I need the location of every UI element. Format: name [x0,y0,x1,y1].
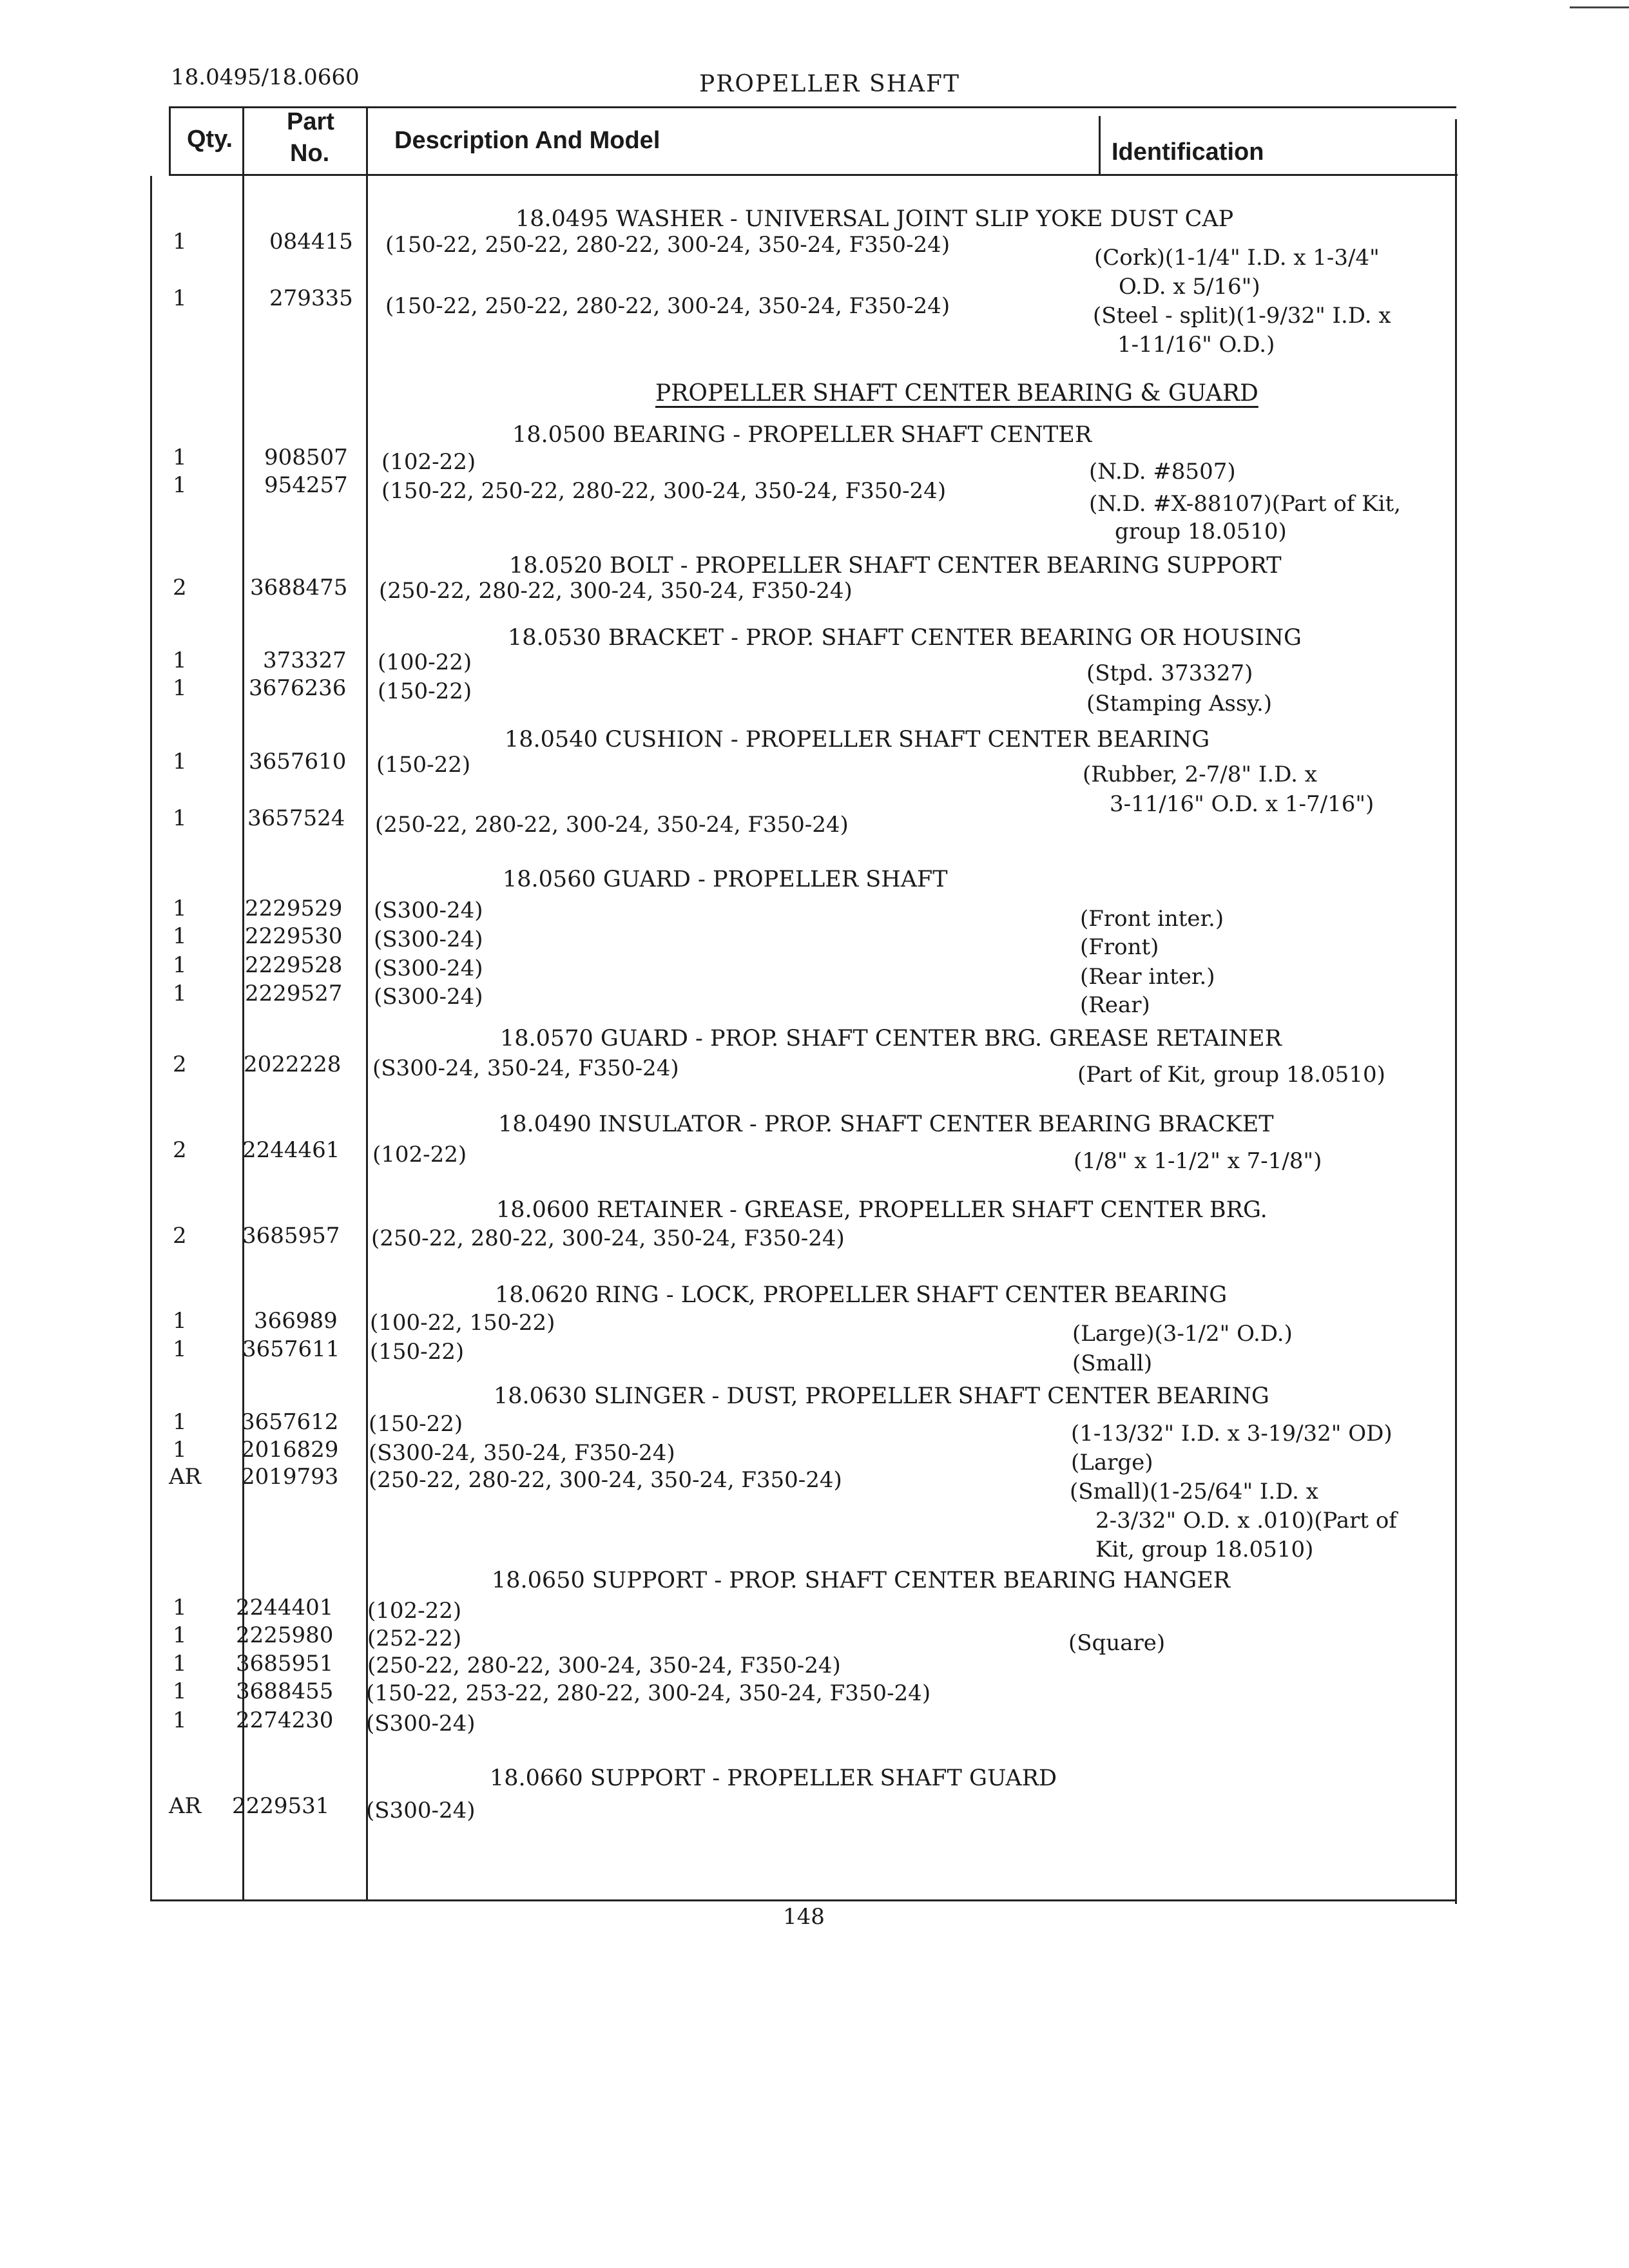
identification-text: 1-11/16" O.D.) [1117,332,1275,358]
qty-cell: 1 [173,749,187,774]
qty-cell: 2 [173,1052,187,1077]
part-number-cell: 2274230 [236,1707,334,1733]
qty-cell: 1 [173,472,187,498]
section-heading: 18.0660 SUPPORT - PROPELLER SHAFT GUARD [490,1765,1057,1791]
qty-cell: 1 [173,1437,187,1463]
model-cell: (S300-24) [374,956,483,981]
table-left-border [169,106,171,176]
part-number-cell: 2229527 [245,981,343,1006]
section-heading: 18.0490 INSULATOR - PROP. SHAFT CENTER BEARING BRACKET [498,1111,1274,1137]
model-cell: (100-22) [378,649,472,675]
identification-text: (Rubber, 2-7/8" I.D. x [1083,762,1317,787]
qty-cell: 1 [173,981,187,1006]
model-cell: (150-22, 253-22, 280-22, 300-24, 350-24, F350-24) [366,1680,931,1706]
part-number-cell: 3688455 [236,1678,334,1704]
table-right-border [1455,119,1457,1904]
section-heading: 18.0650 SUPPORT - PROP. SHAFT CENTER BEARING HANGER [492,1568,1231,1593]
page-title: PROPELLER SHAFT [699,71,961,97]
part-number-cell: 2225980 [236,1622,334,1648]
qty-cell: 1 [173,1595,187,1620]
identification-text: (1-13/32" I.D. x 3-19/32" OD) [1071,1421,1393,1446]
part-number-cell: 3676236 [249,675,347,701]
table-header-divider [169,174,1458,176]
section-heading: 18.0520 BOLT - PROPELLER SHAFT CENTER BEARING SUPPORT [509,553,1282,579]
part-number-cell: 3685951 [236,1651,334,1677]
qty-cell: 2 [173,575,187,601]
model-cell: (S300-24) [374,984,483,1010]
part-number-cell: 2244401 [236,1595,334,1620]
qty-cell: 1 [173,805,187,831]
model-cell: (102-22) [367,1598,462,1624]
model-cell: (150-22, 250-22, 280-22, 300-24, 350-24, F350-24) [381,478,947,504]
table-bottom-border [150,1899,1457,1901]
qty-cell: 1 [173,445,187,470]
model-cell: (S300-24) [374,927,483,952]
qty-cell: 1 [173,952,187,978]
model-cell: (252-22) [367,1626,462,1651]
qty-cell: AR [169,1464,202,1490]
qty-cell: 1 [173,1409,187,1435]
part-number-cell: 279335 [269,285,353,311]
column-header-description: Description And Model [394,127,660,154]
part-number-cell: 3657611 [242,1336,340,1362]
identification-text: (Rear) [1080,992,1150,1018]
identification-text: (Small) [1072,1350,1153,1376]
section-heading: 18.0570 GUARD - PROP. SHAFT CENTER BRG. GREASE RETAINER [500,1026,1282,1052]
part-number-cell: 2229529 [245,896,343,921]
section-range: 18.0495/18.0660 [171,64,360,90]
page-number: 148 [783,1904,825,1930]
qty-cell: 1 [173,285,187,311]
identification-text: (Stamping Assy.) [1086,691,1273,716]
identification-text: (1/8" x 1-1/2" x 7-1/8") [1074,1148,1322,1174]
table-top-border [169,106,1456,108]
section-heading: 18.0630 SLINGER - DUST, PROPELLER SHAFT CENTER BEARING [494,1383,1269,1409]
identification-text: (Cork)(1-1/4" I.D. x 1-3/4" [1094,245,1380,271]
section-heading: 18.0560 GUARD - PROPELLER SHAFT [503,867,948,892]
table-left-border-lower [150,176,152,1901]
identification-text: (Square) [1068,1630,1166,1656]
part-number-cell: 2019793 [241,1464,339,1490]
model-cell: (250-22, 280-22, 300-24, 350-24, F350-24) [369,1467,842,1493]
identification-text: (Large)(3-1/2" O.D.) [1072,1321,1293,1347]
model-cell: (250-22, 280-22, 300-24, 350-24, F350-24) [367,1653,841,1678]
identification-text: (Part of Kit, group 18.0510) [1077,1062,1385,1088]
model-cell: (250-22, 280-22, 300-24, 350-24, F350-24) [371,1225,845,1251]
qty-cell: 1 [173,1707,187,1733]
column-header-qty: Qty. [187,126,233,153]
section-heading: 18.0495 WASHER - UNIVERSAL JOINT SLIP YOKE DUST CAP [516,206,1234,232]
identification-text: 2-3/32" O.D. x .010)(Part of [1095,1508,1397,1533]
identification-text: (Stpd. 373327) [1086,660,1253,686]
model-cell: (250-22, 280-22, 300-24, 350-24, F350-24) [379,578,853,604]
part-number-cell: 3657610 [249,749,347,774]
section-heading: 18.0600 RETAINER - GREASE, PROPELLER SHAFT CENTER BRG. [496,1197,1268,1223]
qty-cell: 1 [173,229,187,255]
qty-cell: 1 [173,1651,187,1677]
qty-cell: 1 [173,1308,187,1334]
identification-text: (Front) [1080,934,1159,960]
identification-text: O.D. x 5/16") [1119,274,1260,300]
qty-cell: 2 [173,1223,187,1249]
part-number-cell: 373327 [263,648,347,673]
part-number-cell: 2229531 [232,1793,330,1819]
group-title: PROPELLER SHAFT CENTER BEARING & GUARD [655,380,1258,407]
part-number-cell: 2022228 [244,1052,342,1077]
model-cell: (S300-24) [374,898,483,923]
identification-text: (Rear inter.) [1080,964,1215,990]
identification-text: (N.D. #X-88107)(Part of Kit, [1089,491,1401,517]
identification-text: (Small)(1-25/64" I.D. x [1070,1479,1318,1504]
section-heading: 18.0500 BEARING - PROPELLER SHAFT CENTER [512,422,1092,448]
model-cell: (102-22) [372,1142,467,1168]
qty-cell: 1 [173,648,187,673]
model-cell: (150-22) [370,1339,465,1365]
part-number-cell: 3657524 [247,805,345,831]
qty-cell: 1 [173,1622,187,1648]
identification-text: Kit, group 18.0510) [1095,1537,1314,1562]
column-header-part-line2: No. [290,140,330,167]
part-number-cell: 3685957 [242,1223,340,1249]
identification-text: (Large) [1071,1450,1153,1475]
qty-cell: AR [169,1793,202,1819]
column-header-identification: Identification [1112,139,1264,166]
model-cell: (150-22) [378,678,472,704]
qty-cell: 2 [173,1137,187,1163]
model-cell: (S300-24, 350-24, F350-24) [372,1055,679,1081]
part-number-cell: 3657612 [241,1409,339,1435]
part-number-cell: 2229528 [245,952,343,978]
column-header-part-line1: Part [287,108,334,135]
identification-text: (N.D. #8507) [1089,459,1236,485]
part-number-cell: 2229530 [245,923,343,949]
model-cell: (S300-24, 350-24, F350-24) [369,1440,675,1466]
part-number-cell: 2016829 [241,1437,339,1463]
model-cell: (100-22, 150-22) [370,1310,555,1336]
scan-edge-mark [1570,6,1629,8]
part-number-cell: 2244461 [242,1137,340,1163]
identification-text: (Front inter.) [1080,906,1224,932]
model-cell: (S300-24) [366,1711,476,1736]
model-cell: (150-22, 250-22, 280-22, 300-24, 350-24, F350-24) [385,232,950,258]
part-number-cell: 954257 [264,472,348,498]
identification-text: 3-11/16" O.D. x 1-7/16") [1110,791,1374,817]
qty-cell: 1 [173,923,187,949]
part-number-cell: 084415 [269,229,353,255]
part-number-cell: 366989 [254,1308,338,1334]
qty-cell: 1 [173,1678,187,1704]
model-cell: (150-22) [369,1411,463,1437]
model-cell: (250-22, 280-22, 300-24, 350-24, F350-24) [375,812,849,838]
model-cell: (102-22) [381,449,476,475]
identification-text: (Steel - split)(1-9/32" I.D. x [1093,303,1391,329]
section-heading: 18.0530 BRACKET - PROP. SHAFT CENTER BEARING OR HOUSING [508,625,1302,651]
section-heading: 18.0620 RING - LOCK, PROPELLER SHAFT CENTER BEARING [495,1282,1228,1308]
identification-text: group 18.0510) [1115,519,1287,544]
column-divider-identification [1099,116,1101,175]
qty-cell: 1 [173,675,187,701]
model-cell: (S300-24) [366,1798,476,1823]
part-number-cell: 3688475 [250,575,348,601]
section-heading: 18.0540 CUSHION - PROPELLER SHAFT CENTER BEARING [505,727,1210,753]
qty-cell: 1 [173,1336,187,1362]
part-number-cell: 908507 [264,445,348,470]
model-cell: (150-22, 250-22, 280-22, 300-24, 350-24, F350-24) [385,293,950,319]
model-cell: (150-22) [376,752,471,778]
qty-cell: 1 [173,896,187,921]
